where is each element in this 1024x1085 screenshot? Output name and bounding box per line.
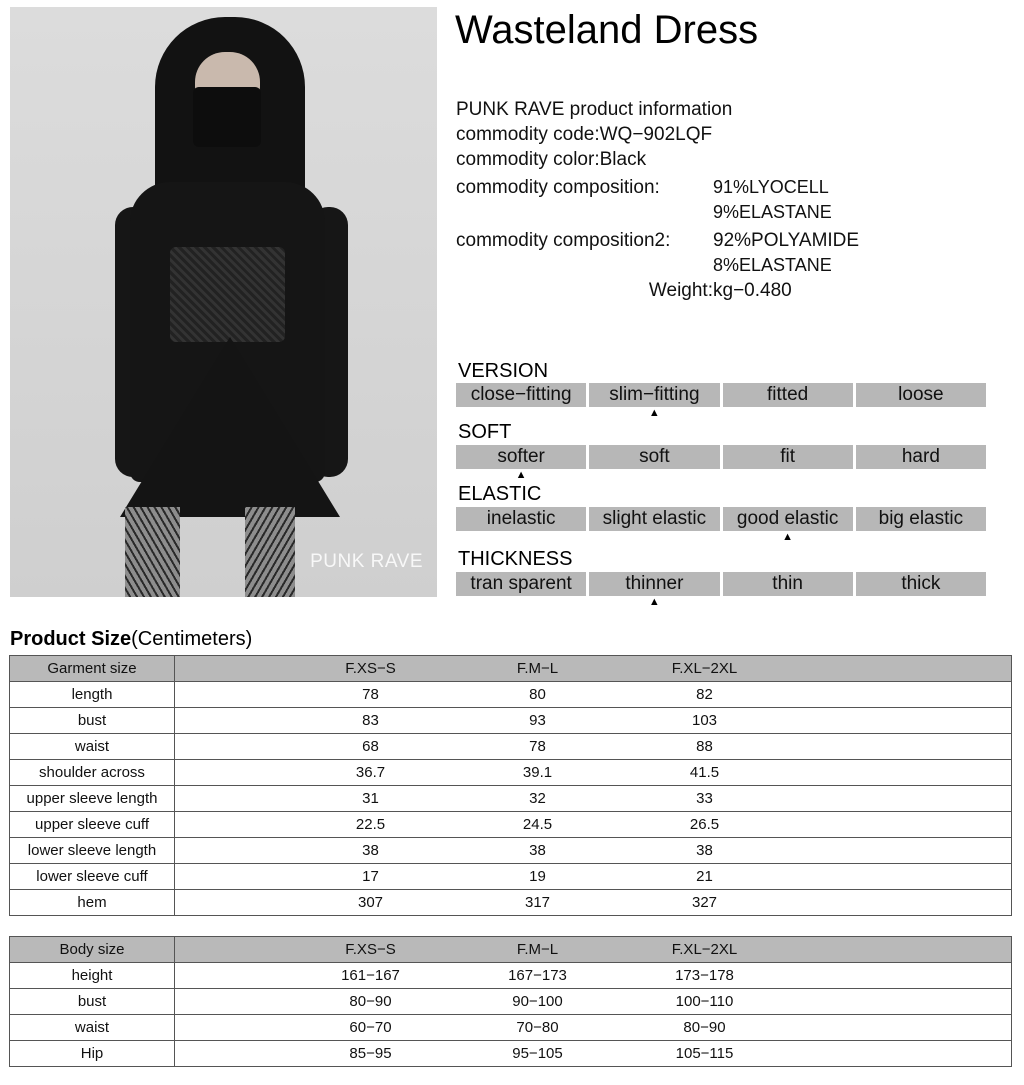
cell-value: 83 [362, 712, 379, 729]
cell-value: 82 [696, 686, 713, 703]
model-mask [193, 87, 261, 147]
table-row [10, 708, 1012, 734]
cell-value: 60−70 [349, 1019, 392, 1036]
scale-title-soft: SOFT [458, 421, 512, 443]
row-values-inner [175, 1041, 1011, 1066]
info-value: Black [599, 149, 647, 170]
table-row [10, 682, 1012, 708]
cell-value: F.XL−2XL [671, 941, 738, 958]
row-label: length [10, 682, 175, 708]
scale-marker-icon: ▲ [782, 531, 794, 543]
row-values-inner [175, 734, 1011, 759]
row-values-inner [175, 708, 1011, 733]
size-heading [10, 628, 252, 651]
scale-option: soft [589, 445, 719, 469]
row-label: lower sleeve length [10, 838, 175, 864]
table-row [10, 838, 1012, 864]
row-values-inner [175, 963, 1011, 988]
info-row [456, 122, 859, 147]
row-values-inner [175, 760, 1011, 785]
cell-value: F.XS−S [345, 941, 396, 958]
info-value: 8%ELASTANE [713, 255, 832, 275]
cell-value: 100−110 [675, 993, 734, 1010]
photo-watermark: PUNK RAVE [310, 551, 423, 572]
info-value: 92%POLYAMIDE [713, 230, 860, 251]
scale-option: inelastic [456, 507, 586, 531]
scale-title-elastic: ELASTIC [458, 483, 542, 505]
cell-value: 33 [696, 790, 713, 807]
scale-option: close−fitting [456, 383, 586, 407]
info-row [456, 253, 859, 278]
scale-bar-soft [456, 445, 986, 469]
row-label: waist [10, 734, 175, 760]
row-label: bust [10, 708, 175, 734]
row-values-inner [175, 838, 1011, 863]
cell-value: 68 [362, 738, 379, 755]
scale-option: loose [856, 383, 986, 407]
row-values [175, 838, 1012, 864]
cell-value: 80−90 [349, 993, 392, 1010]
info-value: WQ−902LQF [599, 124, 713, 145]
scale-option: fitted [723, 383, 853, 407]
cell-value: 95−105 [512, 1045, 563, 1062]
row-values [175, 812, 1012, 838]
cell-value: 327 [691, 894, 718, 911]
row-values [175, 760, 1012, 786]
row-values [175, 708, 1012, 734]
cell-value: 39.1 [522, 764, 553, 781]
info-row [456, 278, 859, 303]
row-values-inner [175, 864, 1011, 889]
cell-value: 26.5 [689, 816, 720, 833]
row-label: waist [10, 1015, 175, 1041]
row-values [175, 1041, 1012, 1067]
row-values [175, 682, 1012, 708]
row-values [175, 656, 1012, 682]
model-dress-skirt [120, 337, 340, 517]
product-photo [10, 7, 437, 597]
cell-value: 70−80 [516, 1019, 559, 1036]
table-row [10, 864, 1012, 890]
table-row [10, 890, 1012, 916]
scale-title-version: VERSION [458, 360, 549, 382]
scale-option: good elastic [723, 507, 853, 531]
row-values-inner [175, 989, 1011, 1014]
cell-value: 103 [691, 712, 718, 729]
product-title: Wasteland Dress [455, 8, 759, 52]
scale-option: thin [723, 572, 853, 596]
scale-option: tran sparent [456, 572, 586, 596]
row-label: bust [10, 989, 175, 1015]
table-row [10, 963, 1012, 989]
row-label: upper sleeve cuff [10, 812, 175, 838]
row-label: hem [10, 890, 175, 916]
info-label: Weight: [648, 280, 713, 301]
model-right-leg [245, 507, 295, 597]
cell-value: 24.5 [522, 816, 553, 833]
row-values [175, 1015, 1012, 1041]
cell-value: 85−95 [349, 1045, 392, 1062]
cell-value: F.M−L [516, 660, 559, 677]
cell-value: 38 [696, 842, 713, 859]
row-label: shoulder across [10, 760, 175, 786]
scale-option: big elastic [856, 507, 986, 531]
garment-size-table [9, 655, 1012, 916]
info-heading: PUNK RAVE product information [456, 99, 733, 120]
cell-value: 17 [362, 868, 379, 885]
table-row [10, 989, 1012, 1015]
info-value: 91%LYOCELL [713, 177, 829, 197]
table-row [10, 1015, 1012, 1041]
model-left-leg [125, 507, 180, 597]
body-header-row [10, 937, 1012, 963]
row-label: Hip [10, 1041, 175, 1067]
table-row [10, 786, 1012, 812]
row-values [175, 890, 1012, 916]
info-row [456, 147, 859, 172]
info-value: 9%ELASTANE [713, 202, 832, 222]
info-label: commodity code: [456, 124, 600, 145]
cell-value: 38 [362, 842, 379, 859]
scale-title-thickness: THICKNESS [458, 548, 573, 570]
info-row [456, 228, 859, 253]
cell-value: 307 [357, 894, 384, 911]
scale-option: slim−fitting [589, 383, 719, 407]
cell-value: 21 [696, 868, 713, 885]
cell-value: 19 [529, 868, 546, 885]
row-label: upper sleeve length [10, 786, 175, 812]
cell-value: 93 [529, 712, 546, 729]
body-size-table [9, 936, 1012, 1067]
cell-value: 22.5 [355, 816, 386, 833]
cell-value: 41.5 [689, 764, 720, 781]
row-label: height [10, 963, 175, 989]
row-values [175, 734, 1012, 760]
row-values-inner [175, 937, 1011, 962]
cell-value: 105−115 [675, 1045, 734, 1062]
garment-header-label: Garment size [10, 656, 175, 682]
row-values-inner [175, 682, 1011, 707]
cell-value: F.XL−2XL [671, 660, 738, 677]
row-values-inner [175, 656, 1011, 681]
row-values-inner [175, 1015, 1011, 1040]
row-values-inner [175, 812, 1011, 837]
cell-value: 317 [524, 894, 551, 911]
cell-value: 38 [529, 842, 546, 859]
cell-value: 36.7 [355, 764, 386, 781]
table-row [10, 1041, 1012, 1067]
info-label [456, 200, 713, 225]
cell-value: 31 [362, 790, 379, 807]
scale-marker-icon: ▲ [648, 596, 660, 608]
row-label: lower sleeve cuff [10, 864, 175, 890]
info-label [456, 253, 713, 278]
cell-value: 173−178 [675, 967, 734, 984]
scale-option: slight elastic [589, 507, 719, 531]
cell-value: F.M−L [516, 941, 559, 958]
cell-value: 32 [529, 790, 546, 807]
cell-value: 90−100 [512, 993, 563, 1010]
row-values [175, 864, 1012, 890]
info-label: commodity composition2: [456, 230, 671, 251]
row-values [175, 989, 1012, 1015]
scale-marker-icon: ▲ [515, 469, 527, 481]
scale-bar-version [456, 383, 986, 407]
scale-bar-thickness [456, 572, 986, 596]
cell-value: F.XS−S [345, 660, 396, 677]
scale-option: fit [723, 445, 853, 469]
info-label: commodity color: [456, 149, 600, 170]
size-heading-unit: (Centimeters) [131, 628, 253, 650]
scale-option: softer [456, 445, 586, 469]
info-row [456, 200, 859, 225]
info-value: kg−0.480 [713, 280, 792, 301]
row-values [175, 937, 1012, 963]
scale-marker-icon: ▲ [648, 407, 660, 419]
cell-value: 88 [696, 738, 713, 755]
size-heading-title: Product Size [10, 628, 132, 650]
table-row [10, 812, 1012, 838]
scale-option: thick [856, 572, 986, 596]
info-label: commodity composition: [456, 177, 660, 198]
info-row [456, 175, 859, 200]
table-row [10, 760, 1012, 786]
row-values-inner [175, 786, 1011, 811]
body-header-label: Body size [10, 937, 175, 963]
row-values [175, 963, 1012, 989]
cell-value: 78 [529, 738, 546, 755]
cell-value: 78 [362, 686, 379, 703]
row-values-inner [175, 890, 1011, 915]
cell-value: 80−90 [683, 1019, 726, 1036]
model-corset [170, 247, 285, 342]
table-row [10, 734, 1012, 760]
cell-value: 167−173 [508, 967, 567, 984]
cell-value: 161−167 [341, 967, 400, 984]
info-rows [456, 122, 859, 303]
scale-option: hard [856, 445, 986, 469]
row-values [175, 786, 1012, 812]
cell-value: 80 [529, 686, 546, 703]
product-info [456, 97, 859, 303]
scale-bar-elastic [456, 507, 986, 531]
scale-option: thinner [589, 572, 719, 596]
garment-header-row [10, 656, 1012, 682]
